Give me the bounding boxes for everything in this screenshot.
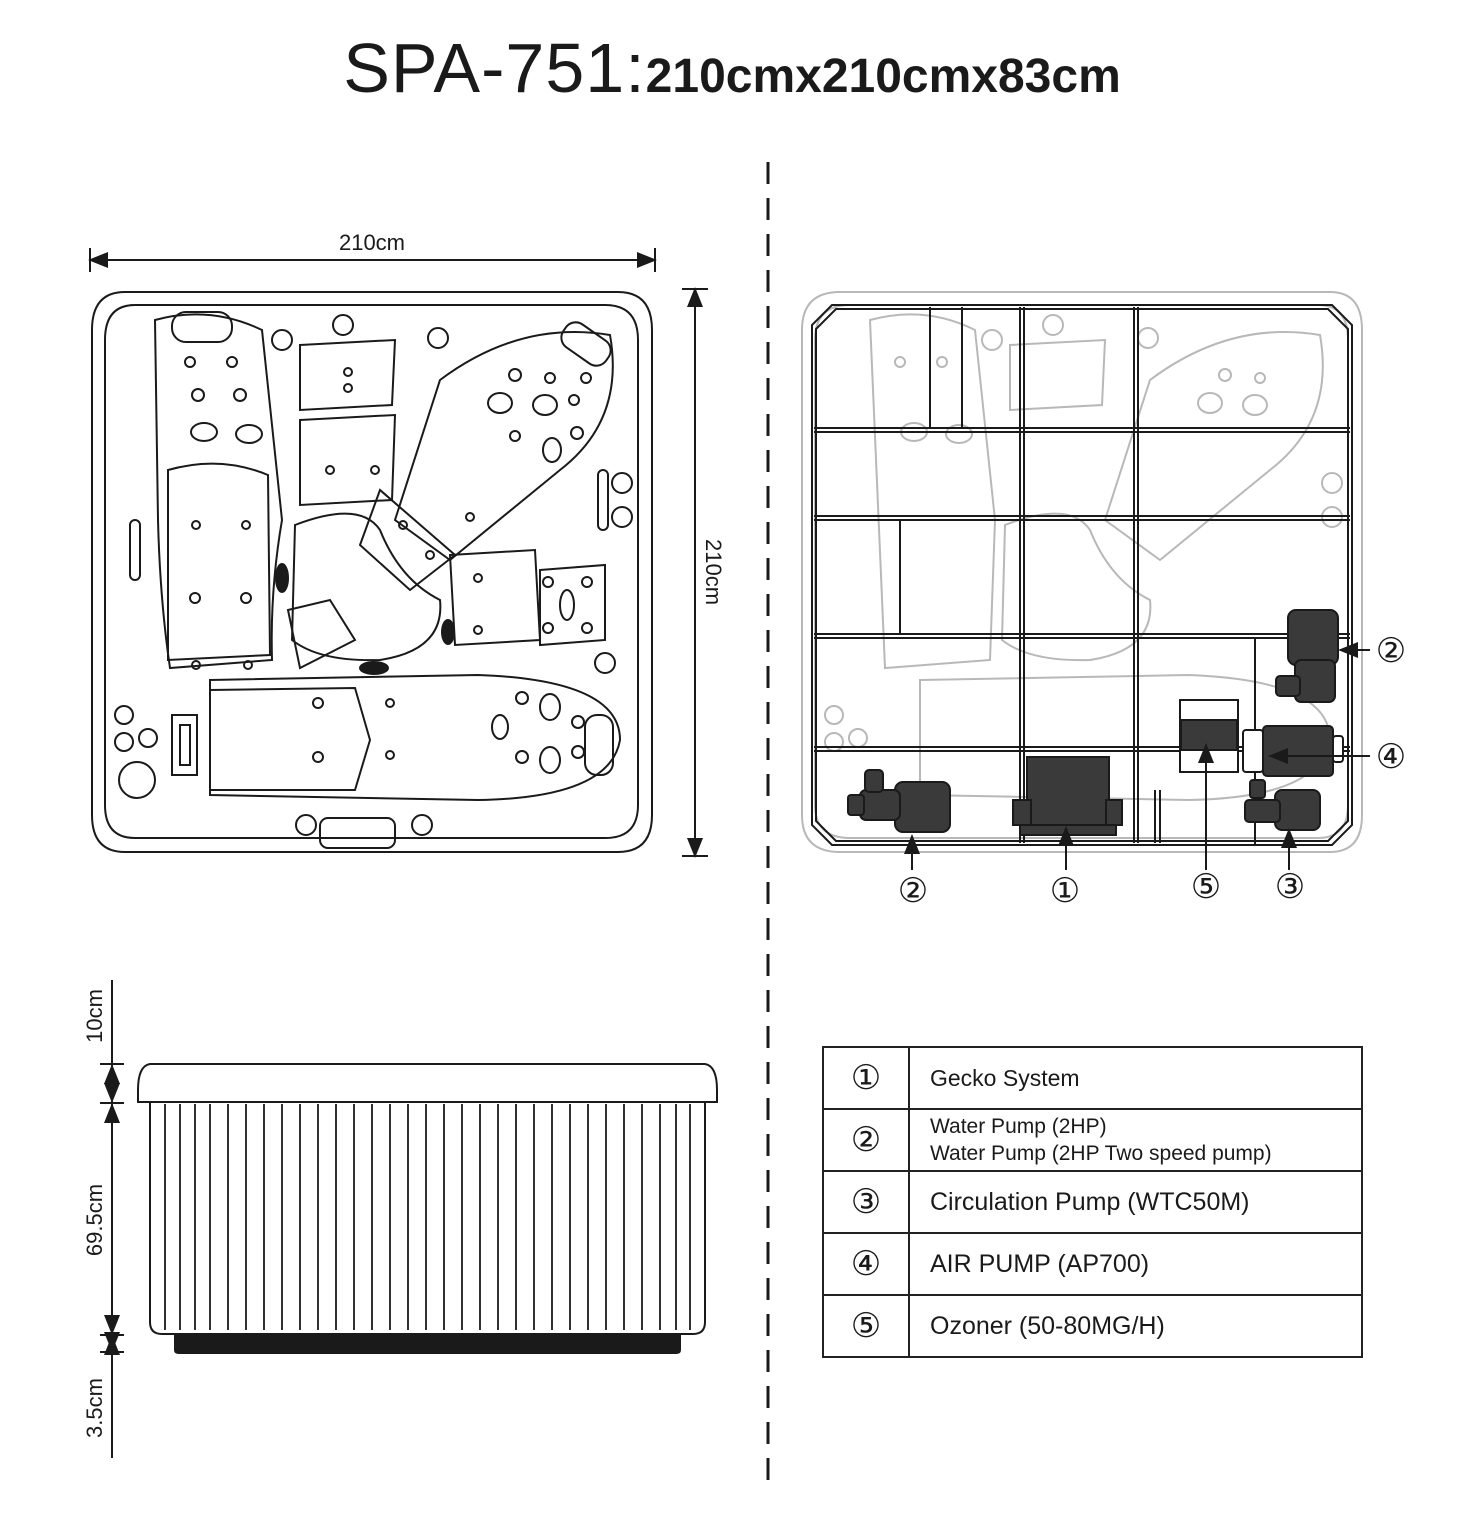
jets-right-small — [474, 574, 592, 634]
tub-shell-outline — [92, 292, 652, 852]
depth-label: 210cm — [701, 538, 726, 606]
legend-row — [823, 1233, 1362, 1295]
legend-text: Ozoner (50-80MG/H) — [930, 1311, 1165, 1340]
callout-2-bottom: ② — [897, 871, 929, 911]
air-pump — [1243, 726, 1343, 776]
legend-number: ④ — [823, 1233, 909, 1295]
legend-row — [823, 1047, 1362, 1109]
legend-text: Water Pump (2HP) — [930, 1115, 1107, 1138]
legend-number: ⑤ — [823, 1295, 909, 1357]
legend-text: Water Pump (2HP Two speed pump) — [930, 1142, 1272, 1165]
model-name: SPA-751: — [343, 29, 646, 107]
equipment-view — [802, 292, 1370, 870]
callout-2-right: ② — [1375, 631, 1407, 671]
lounger-seat-left — [155, 314, 282, 668]
gecko-system-box — [1013, 757, 1122, 835]
legend-row — [823, 1171, 1362, 1233]
legend-row — [823, 1295, 1362, 1357]
water-pump-bottom-left — [848, 770, 950, 832]
legend-text: AIR PUMP (AP700) — [930, 1249, 1150, 1278]
jets-bottom-lounger — [313, 692, 584, 773]
callout-3: ③ — [1274, 867, 1306, 907]
width-label: 210cm — [338, 230, 406, 255]
ozoner — [1180, 700, 1238, 772]
jets-left-lounger — [185, 357, 262, 669]
water-pump-right — [1276, 610, 1338, 702]
callout-1: ① — [1049, 871, 1081, 911]
legend-number: ③ — [823, 1171, 909, 1233]
lounger-seat-right — [395, 332, 613, 560]
equipment-legend-table — [822, 1046, 1363, 1358]
cover-lip — [138, 1064, 717, 1102]
dim-top-label: 10cm — [82, 989, 107, 1043]
cabinet-slats — [165, 1104, 690, 1330]
top-view — [90, 248, 708, 856]
cabinet — [150, 1102, 705, 1334]
dim-middle-label: 69.5cm — [82, 1183, 107, 1257]
filter-housing — [320, 818, 395, 848]
overall-dimensions: 210cmx210cmx83cm — [645, 50, 1121, 103]
dim-bottom-label: 3.5cm — [82, 1378, 107, 1438]
seat-right-small — [450, 550, 540, 645]
legend-number: ① — [823, 1047, 909, 1109]
legend-row — [823, 1109, 1362, 1171]
legend-text: Gecko System — [930, 1064, 1080, 1091]
legend-number: ② — [823, 1109, 909, 1171]
legend-text: Circulation Pump (WTC50M) — [930, 1187, 1250, 1216]
base-feet — [175, 1334, 680, 1353]
jets-top-seat — [326, 368, 379, 474]
step — [288, 600, 355, 668]
callout-4: ④ — [1375, 737, 1407, 777]
callout-5: ⑤ — [1190, 867, 1222, 907]
lounger-seat-bottom — [210, 675, 620, 800]
side-view — [100, 980, 717, 1458]
